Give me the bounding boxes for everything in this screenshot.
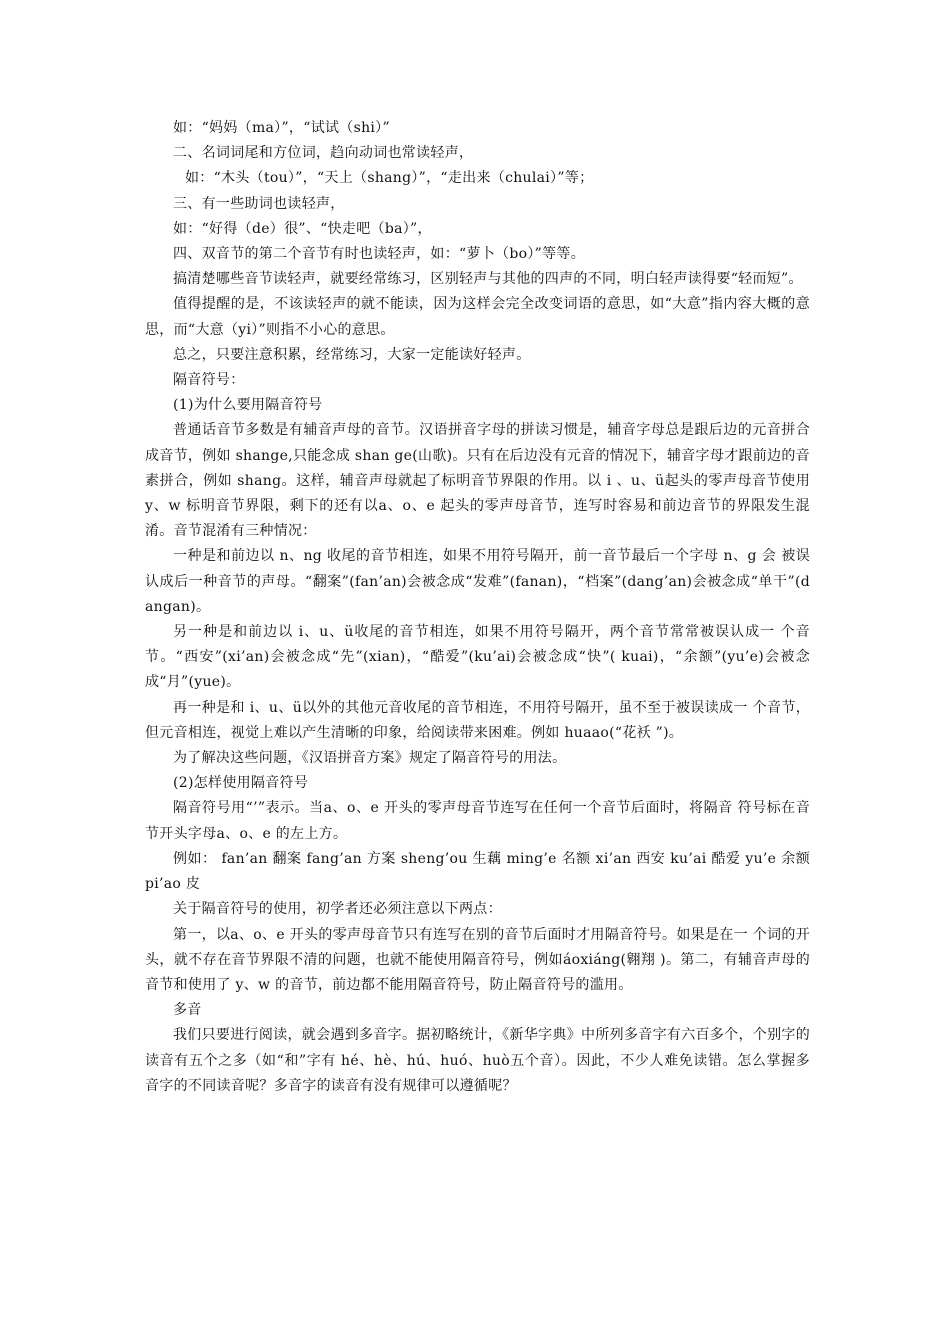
paragraph: 一种是和前边以 n、ng 收尾的音节相连，如果不用符号隔开，前一音节最后一个字母 n、g 会 被误认成后一种音节的声母。“翻案”(fan’an)会被念成“发难”(fanan)，“档案”(dang’an)会被念成“单干”(dangan)。 bbox=[145, 548, 810, 615]
paragraph: 如：“妈妈（ma）”，“试试（shi）” bbox=[173, 120, 390, 136]
paragraph: 再一种是和 i、u、ü以外的其他元音收尾的音节相连，不用符号隔开，虽不至于被误读成一 个音节，但元音相连，视觉上难以产生清晰的印象，给阅读带来困难。例如 huaao(“花袄 ”)。 bbox=[145, 699, 810, 741]
paragraph: 搞清楚哪些音节读轻声，就要经常练习，区别轻声与其他的四声的不同，明白轻声读得要“轻而短”。 bbox=[173, 271, 803, 288]
subsection-heading: (1)为什么要用隔音符号 bbox=[173, 397, 323, 414]
paragraph: 另一种是和前边以 i、u、ü收尾的音节相连，如果不用符号隔开，两个音节常常被误认成一 个音节。“西安”(xi’an)会被念成“先”(xian)，“酷爱”(ku’ai)会被念成“快”( kuai)，“余额”(yu’e)会被念成“月”(yue)。 bbox=[145, 624, 810, 691]
paragraph: 为了解决这些问题，《汉语拼音方案》规定了隔音符号的用法。 bbox=[173, 750, 567, 767]
document-body bbox=[145, 116, 810, 1099]
paragraph: 二、名词词尾和方位词，趋向动词也常读轻声， bbox=[173, 145, 474, 162]
paragraph: 总之，只要注意积累，经常练习，大家一定能读好轻声。 bbox=[173, 346, 531, 363]
paragraph: 如：“木头（tou）”，“天上（shang）”，“走出来（chulai）”等； bbox=[185, 170, 594, 187]
paragraph: 普通话音节多数是有辅音声母的音节。汉语拼音字母的拼读习惯是，辅音字母总是跟后边的元音拼合成音节，例如 shange,只能念成 shan ge(山歌)。只有在后边没有元音的情况下，辅音字母才跟前边的音素拼合，例如 shang。这样，辅音声母就起了标明音节界限的作用。以 i 、u、ü起头的零声母音节使用 y、w 标明音节界限，剩下的还有以a、o、e 起头的零声母音节，连写时容易和前边音节的界限发生混淆。音节混淆有三种情况： bbox=[145, 422, 810, 540]
paragraph: 关于隔音符号的使用，初学者还必须注意以下两点： bbox=[173, 901, 502, 918]
paragraph: 三、有一些助词也读轻声， bbox=[173, 195, 345, 212]
paragraph: 我们只要进行阅读，就会遇到多音字。据初略统计，《新华字典》中所列多音字有六百多个，个别字的读音有五个之多（如“和”字有 hé、hè、hú、huó、huò五个音）。因此，不少人难免读错。怎么掌握多音字的不同读音呢？多音字的读音有没有规律可以遵循呢？ bbox=[145, 1027, 810, 1094]
paragraph: 隔音符号用“’”表示。当a、o、e 开头的零声母音节连写在任何一个音节后面时，将隔音 符号标在音节开头字母a、o、e 的左上方。 bbox=[145, 800, 810, 842]
section-heading: 隔音符号： bbox=[173, 372, 245, 389]
paragraph: 第一，以a、o、e 开头的零声母音节只有连写在别的音节后面时才用隔音符号。如果是在一 个词的开头，就不存在音节界限不清的问题，也就不能使用隔音符号，例如áoxiáng(翱翔 )。第二，有辅音声母的音节和使用了 y、w 的音节，前边都不能用隔音符号，防止隔音符号的滥用。 bbox=[145, 926, 810, 993]
section-heading: 多音 bbox=[173, 1002, 202, 1019]
subsection-heading: (2)怎样使用隔音符号 bbox=[173, 775, 309, 792]
paragraph: 四、双音节的第二个音节有时也读轻声，如：“萝卜（bo）”等等。 bbox=[173, 246, 586, 263]
paragraph: 如：“好得（de）很”、“快走吧（ba）”， bbox=[173, 220, 432, 237]
paragraph: 值得提醒的是，不该读轻声的就不能读，因为这样会完全改变词语的意思，如“大意”指内容大概的意思，而“大意（yi）”则指不小心的意思。 bbox=[145, 296, 810, 338]
paragraph: 例如： fan’an 翻案 fang’an 方案 sheng’ou 生藕 ming’e 名额 xi’an 西安 ku’ai 酷爱 yu’e 余额 pi’ao 皮 bbox=[145, 850, 810, 893]
